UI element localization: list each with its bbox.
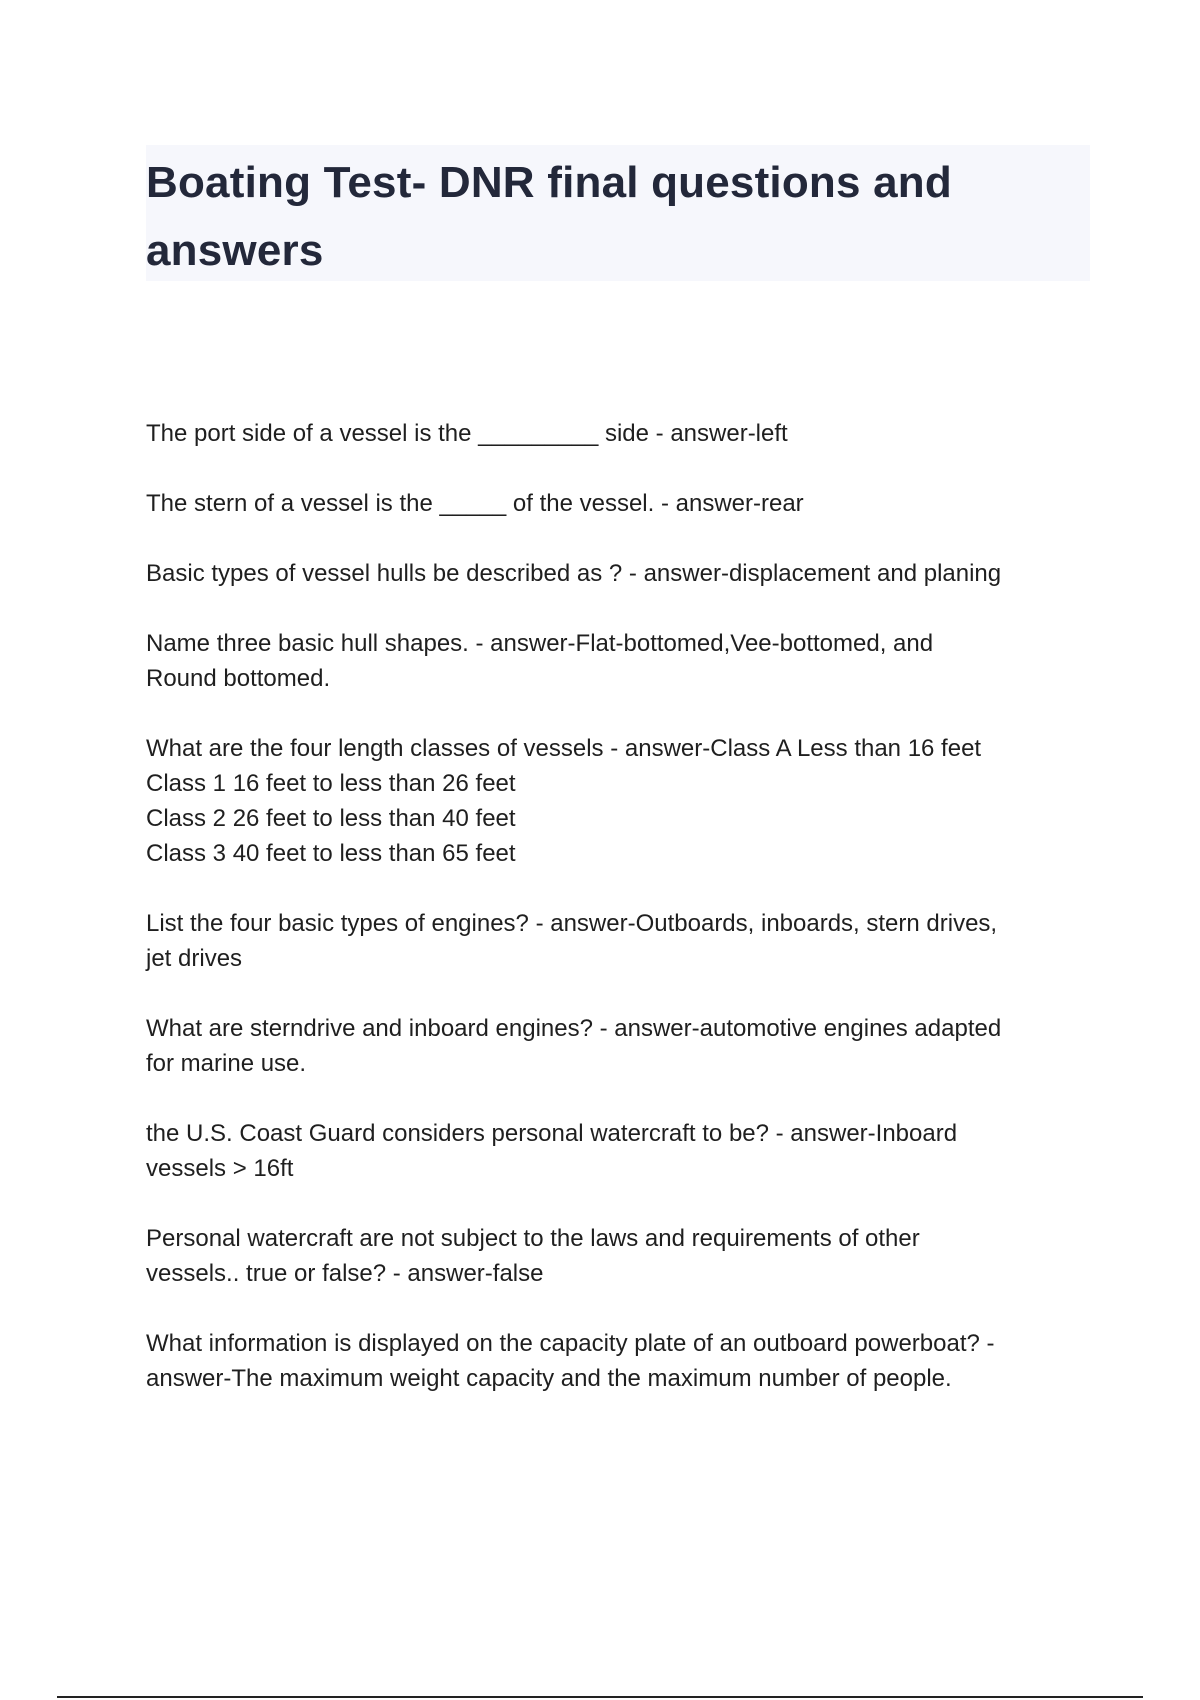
qa-item: Personal watercraft are not subject to the laws and requirements of other vessels.. true or false? - answer-false bbox=[146, 1225, 920, 1287]
page-bottom-divider bbox=[57, 1696, 1143, 1698]
qa-item: List the four basic types of engines? - answer-Outboards, inboards, stern drives, jet drives bbox=[146, 910, 998, 972]
title-banner bbox=[146, 145, 1090, 281]
qa-item: Name three basic hull shapes. - answer-Flat-bottomed,Vee-bottomed, and Round bottomed. bbox=[146, 630, 934, 692]
qa-item: The stern of a vessel is the _____ of the vessel. - answer-rear bbox=[146, 490, 804, 517]
qa-item: What are the four length classes of vessels - answer-Class A Less than 16 feet Class 1 16 feet to less than 26 feet Class 2 26 feet to less than 40 feet Class 3 40 feet to less than 65 feet bbox=[146, 735, 982, 867]
qa-item: What information is displayed on the capacity plate of an outboard powerboat? - answer-The maximum weight capacity and the maximum number of people. bbox=[146, 1330, 995, 1392]
qa-item: What are sterndrive and inboard engines? - answer-automotive engines adapted for marine use. bbox=[146, 1015, 1002, 1077]
qa-item: The port side of a vessel is the _________ side - answer-left bbox=[146, 420, 788, 447]
qa-list bbox=[146, 416, 1090, 1431]
qa-item: the U.S. Coast Guard considers personal watercraft to be? - answer-Inboard vessels > 16ft bbox=[146, 1120, 958, 1182]
qa-item: Basic types of vessel hulls be described as ? - answer-displacement and planing bbox=[146, 560, 1002, 587]
document-title: Boating Test- DNR final questions and answers bbox=[146, 158, 952, 275]
